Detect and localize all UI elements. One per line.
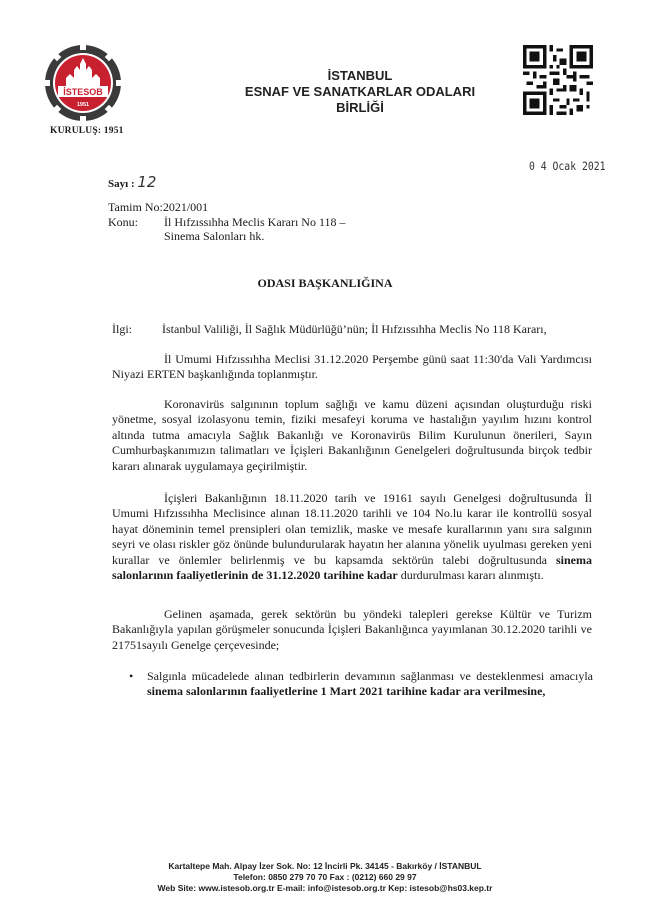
subject-label: Konu: — [108, 214, 138, 229]
subject-row — [108, 215, 346, 230]
founded-label: KURULUŞ: 1951 — [50, 126, 124, 136]
subject-text-1: İl Hıfzıssıhha Meclis Kararı No 118 – — [164, 214, 346, 229]
footer-contact — [0, 861, 650, 894]
sayi-value: 12 — [137, 173, 157, 191]
document-number — [108, 173, 156, 191]
document-meta — [108, 200, 346, 244]
footer-phone: Telefon: 0850 279 70 70 Fax : (0212) 660 29 97 — [233, 872, 417, 882]
reference-label: İlgi: — [112, 322, 132, 336]
paragraph-3-end: durdurulması kararı alınmıştı. — [397, 568, 544, 583]
organization-name — [240, 68, 480, 116]
paragraph-3-text: İçişleri Bakanlığının 18.11.2020 tarih ve 19161 sayılı Genelgesi doğrultusunda İl Umumi Hıfzıssıhha Meclisince alınan 18.11.2020 tarihli ve 104 No.lu karar ile kontrollü sosyal hayat döneminin temel prensipleri olan temizlik, maske ve mesafe kurallarının yanı sıra salgının seyri ve olası riskler göz önünde bulundurularak hayatın her alanına yönelik uyulması gereken yeni kurallar ve önlemler belirlenmiş ve bu kapsamda sektörün talebi doğrultusunda — [112, 491, 592, 567]
paragraph-2: Koronavirüs salgınının toplum sağlığı ve kamu düzeni açısından oluşturduğu riski yönetme, sosyal izolasyonu temin, fiziki mesafeyi koruma ve hastalığın yayılım hızını kontrol altında tutma amacıyla Sağlık Bakanlığı ve Koronavirüs Bilim Kurulunun önerileri, Sayın Cumhurbaşkanımızın talimatları ve İçişleri Bakanlığının Genelgeleri doğrultusunda birçok tedbir kararı alınarak uygulamaya geçirilmiştir. — [112, 397, 592, 473]
footer-address: Kartaltepe Mah. Alpay İzer Sok. No: 12 İncirli Pk. 34145 - Bakırköy / İSTANBUL — [168, 861, 482, 871]
logo-text: İSTESOB — [63, 87, 103, 97]
org-line-1: İSTANBUL — [327, 68, 393, 83]
addressee-heading: ODASI BAŞKANLIĞINA — [257, 276, 393, 290]
paragraph-3 — [112, 491, 592, 583]
logo-year: 1951 — [76, 102, 90, 108]
bullet-bold: sinema salonlarının faaliyetlerine 1 Mart 2021 tarihine kadar ara verilmesine, — [147, 684, 546, 699]
qr-code-icon — [523, 45, 593, 115]
org-line-2: ESNAF VE SANATKARLAR ODALARI BİRLİĞİ — [244, 84, 476, 115]
tamim-number: Tamim No:2021/001 — [108, 200, 209, 214]
bullet-dot-icon: • — [129, 669, 134, 683]
paragraph-1: İl Umumi Hıfzıssıhha Meclisi 31.12.2020 Perşembe günü saat 11:30'da Vali Yardımcısı Niyazi ERTEN başkanlığında toplanmıştır. — [112, 352, 592, 382]
paragraph-4: Gelinen aşamada, gerek sektörün bu yöndeki talepleri gerekse Kültür ve Turizm Bakanlığıyla yapılan görüşmeler sonucunda İçişleri Bakanlığınca yayımlanan 30.12.2020 tarihli ve 21751sayılı Genelge çerçevesinde; — [112, 607, 592, 652]
reference-text: İstanbul Valiliği, İl Sağlık Müdürlüğü’nün; İl Hıfzıssıhha Meclis No 118 Kararı, — [162, 322, 547, 336]
document-date: 0 4 Ocak 2021 — [529, 159, 606, 173]
bullet-text: Salgınla mücadelede alınan tedbirlerin devamının sağlanması ve desteklenmesi amacıyla — [147, 669, 593, 683]
subject-text-2: Sinema Salonları hk. — [164, 229, 265, 243]
bullet-item — [129, 669, 593, 700]
reference-row — [112, 322, 592, 337]
sayi-label: Sayı — [108, 178, 129, 190]
istesob-logo — [44, 44, 122, 122]
footer-web: Web Site: www.istesob.org.tr E-mail: info@istesob.org.tr Kep: istesob@hs03.kep.tr — [157, 883, 493, 893]
sayi-separator: : — [130, 178, 135, 190]
paragraph-3-bold: sinema salonlarının faaliyetlerinin de 31.12.2020 tarihine kadar — [112, 552, 592, 583]
subject-row-2 — [108, 229, 346, 244]
